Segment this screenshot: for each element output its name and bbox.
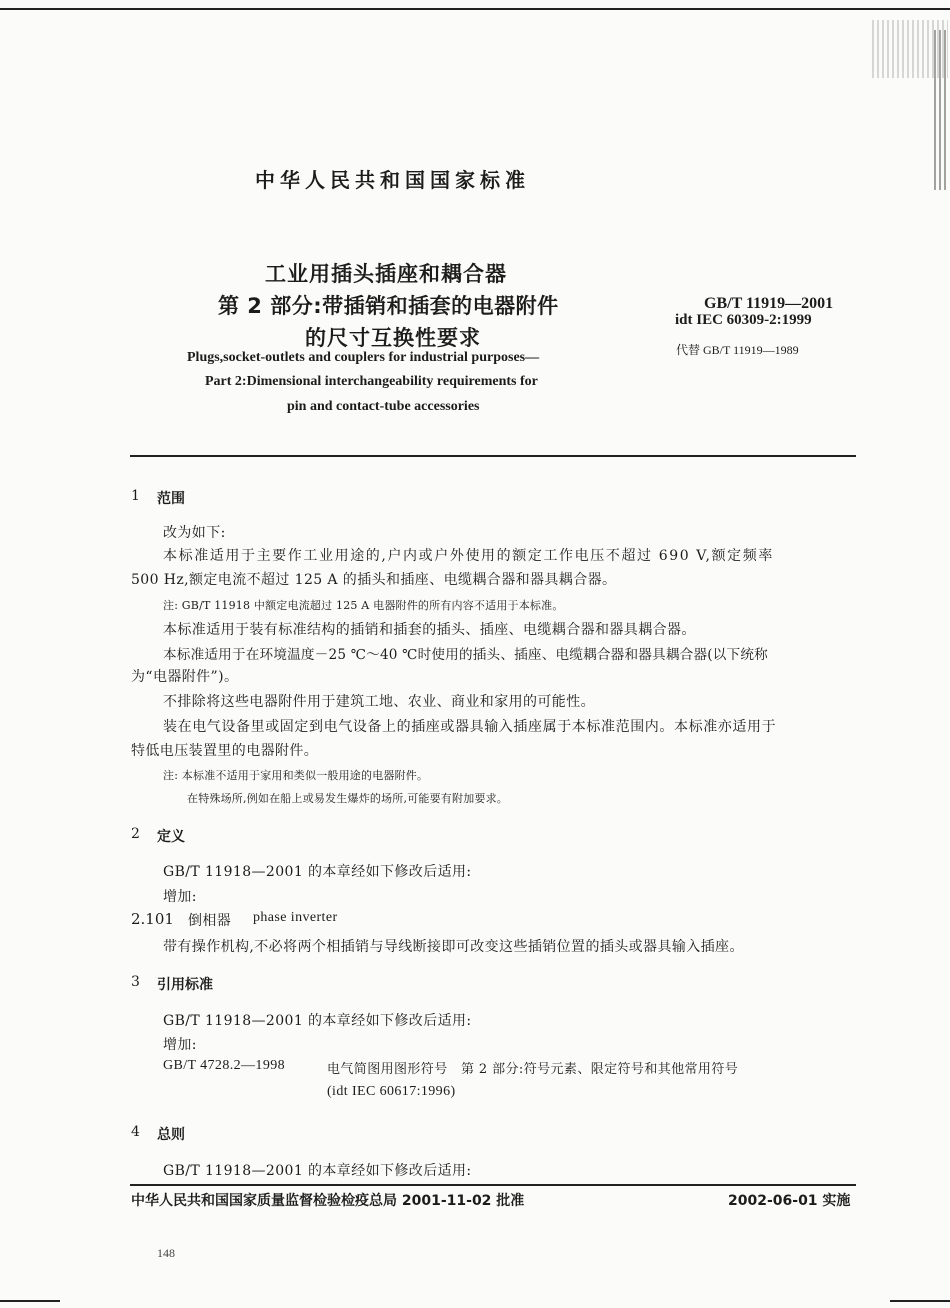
s1-note-2: 注: 本标准不适用于家用和类似一般用途的电器附件。	[163, 769, 429, 782]
s1-para-6b: 特低电压装置里的电器附件。	[131, 743, 319, 759]
s2-para-2: 增加:	[163, 889, 197, 905]
approval-line: 中华人民共和国国家质量监督检验检疫总局 2001-11-02 批准	[131, 1193, 525, 1209]
definition-term-en: phase inverter	[253, 910, 338, 925]
scan-edge-right	[934, 30, 948, 190]
title-en-line-2: Part 2:Dimensional interchangeability requirements for	[205, 374, 538, 389]
bottom-scan-mark-right	[890, 1300, 950, 1302]
top-scan-line	[0, 8, 950, 10]
s1-note-1: 注: GB/T 11918 中额定电流超过 125 A 电器附件的所有内容不适用于本标准。	[163, 599, 564, 612]
reference-idt: (idt IEC 60617:1996)	[327, 1084, 456, 1099]
section-2-number: 2	[131, 826, 140, 842]
title-cn-line-2: 第 2 部分:带插销和插套的电器附件	[218, 294, 559, 318]
idt-reference: idt IEC 60309-2:1999	[675, 312, 812, 328]
section-4-number: 4	[131, 1124, 140, 1140]
section-3-number: 3	[131, 974, 140, 990]
section-1-title: 范围	[157, 491, 185, 507]
s1-para-6a: 装在电气设备里或固定到电气设备上的插座或器具输入插座属于本标准范围内。本标准亦适用于	[163, 719, 777, 735]
reference-code: GB/T 4728.2—1998	[163, 1058, 286, 1073]
standard-code: GB/T 11919—2001	[704, 295, 834, 312]
section-4-title: 总则	[157, 1127, 185, 1143]
section-2-title: 定义	[157, 829, 185, 845]
title-cn-line-1: 工业用插头插座和耦合器	[265, 262, 507, 286]
footer-divider	[130, 1184, 856, 1186]
reference-title: 电气简图用图形符号 第 2 部分:符号元素、限定符号和其他常用符号	[327, 1062, 739, 1077]
s1-para-3: 本标准适用于装有标准结构的插销和插套的插头、插座、电缆耦合器和器具耦合器。	[163, 622, 696, 638]
s1-note-3: 在特殊场所,例如在船上或易发生爆炸的场所,可能要有附加要求。	[187, 792, 508, 805]
section-1-number: 1	[131, 488, 140, 504]
title-en-line-3: pin and contact-tube accessories	[287, 399, 480, 414]
s1-para-2b: 500 Hz,额定电流不超过 125 A 的插头和插座、电缆耦合器和器具耦合器。	[131, 572, 617, 588]
s3-para-2: 增加:	[163, 1037, 197, 1053]
definition-term: 倒相器	[188, 913, 232, 929]
replaces-note: 代替 GB/T 11919—1989	[676, 343, 799, 357]
s3-para-1: GB/T 11918—2001 的本章经如下修改后适用:	[163, 1013, 472, 1029]
bottom-scan-mark-left	[0, 1300, 60, 1302]
title-en-line-1: Plugs,socket-outlets and couplers for industrial purposes—	[187, 350, 540, 365]
s2-para-1: GB/T 11918—2001 的本章经如下修改后适用:	[163, 864, 472, 880]
definition-number: 2.101	[131, 910, 174, 928]
s4-para-1: GB/T 11918—2001 的本章经如下修改后适用:	[163, 1163, 472, 1179]
definition-text: 带有操作机构,不必将两个相插销与导线断接即可改变这些插销位置的插头或器具输入插座。	[163, 939, 744, 955]
s1-para-2a: 本标准适用于主要作工业用途的,户内或户外使用的额定工作电压不超过 690 V,额定频率	[163, 548, 774, 564]
s1-para-1: 改为如下:	[163, 525, 226, 541]
section-3-title: 引用标准	[157, 977, 213, 993]
s1-para-4a: 本标准适用于在环境温度－25 ℃～40 ℃时使用的插头、插座、电缆耦合器和器具耦合器(以下统称	[163, 647, 768, 663]
national-standard-heading: 中华人民共和国国家标准	[255, 168, 530, 192]
s1-para-5: 不排除将这些电器附件用于建筑工地、农业、商业和家用的可能性。	[163, 694, 595, 710]
header-divider	[130, 455, 856, 457]
implementation-date: 2002-06-01 实施	[728, 1193, 851, 1209]
page-number: 148	[157, 1246, 175, 1260]
s1-para-4b: 为“电器附件”)。	[131, 669, 239, 685]
title-cn-line-3: 的尺寸互换性要求	[305, 326, 481, 350]
